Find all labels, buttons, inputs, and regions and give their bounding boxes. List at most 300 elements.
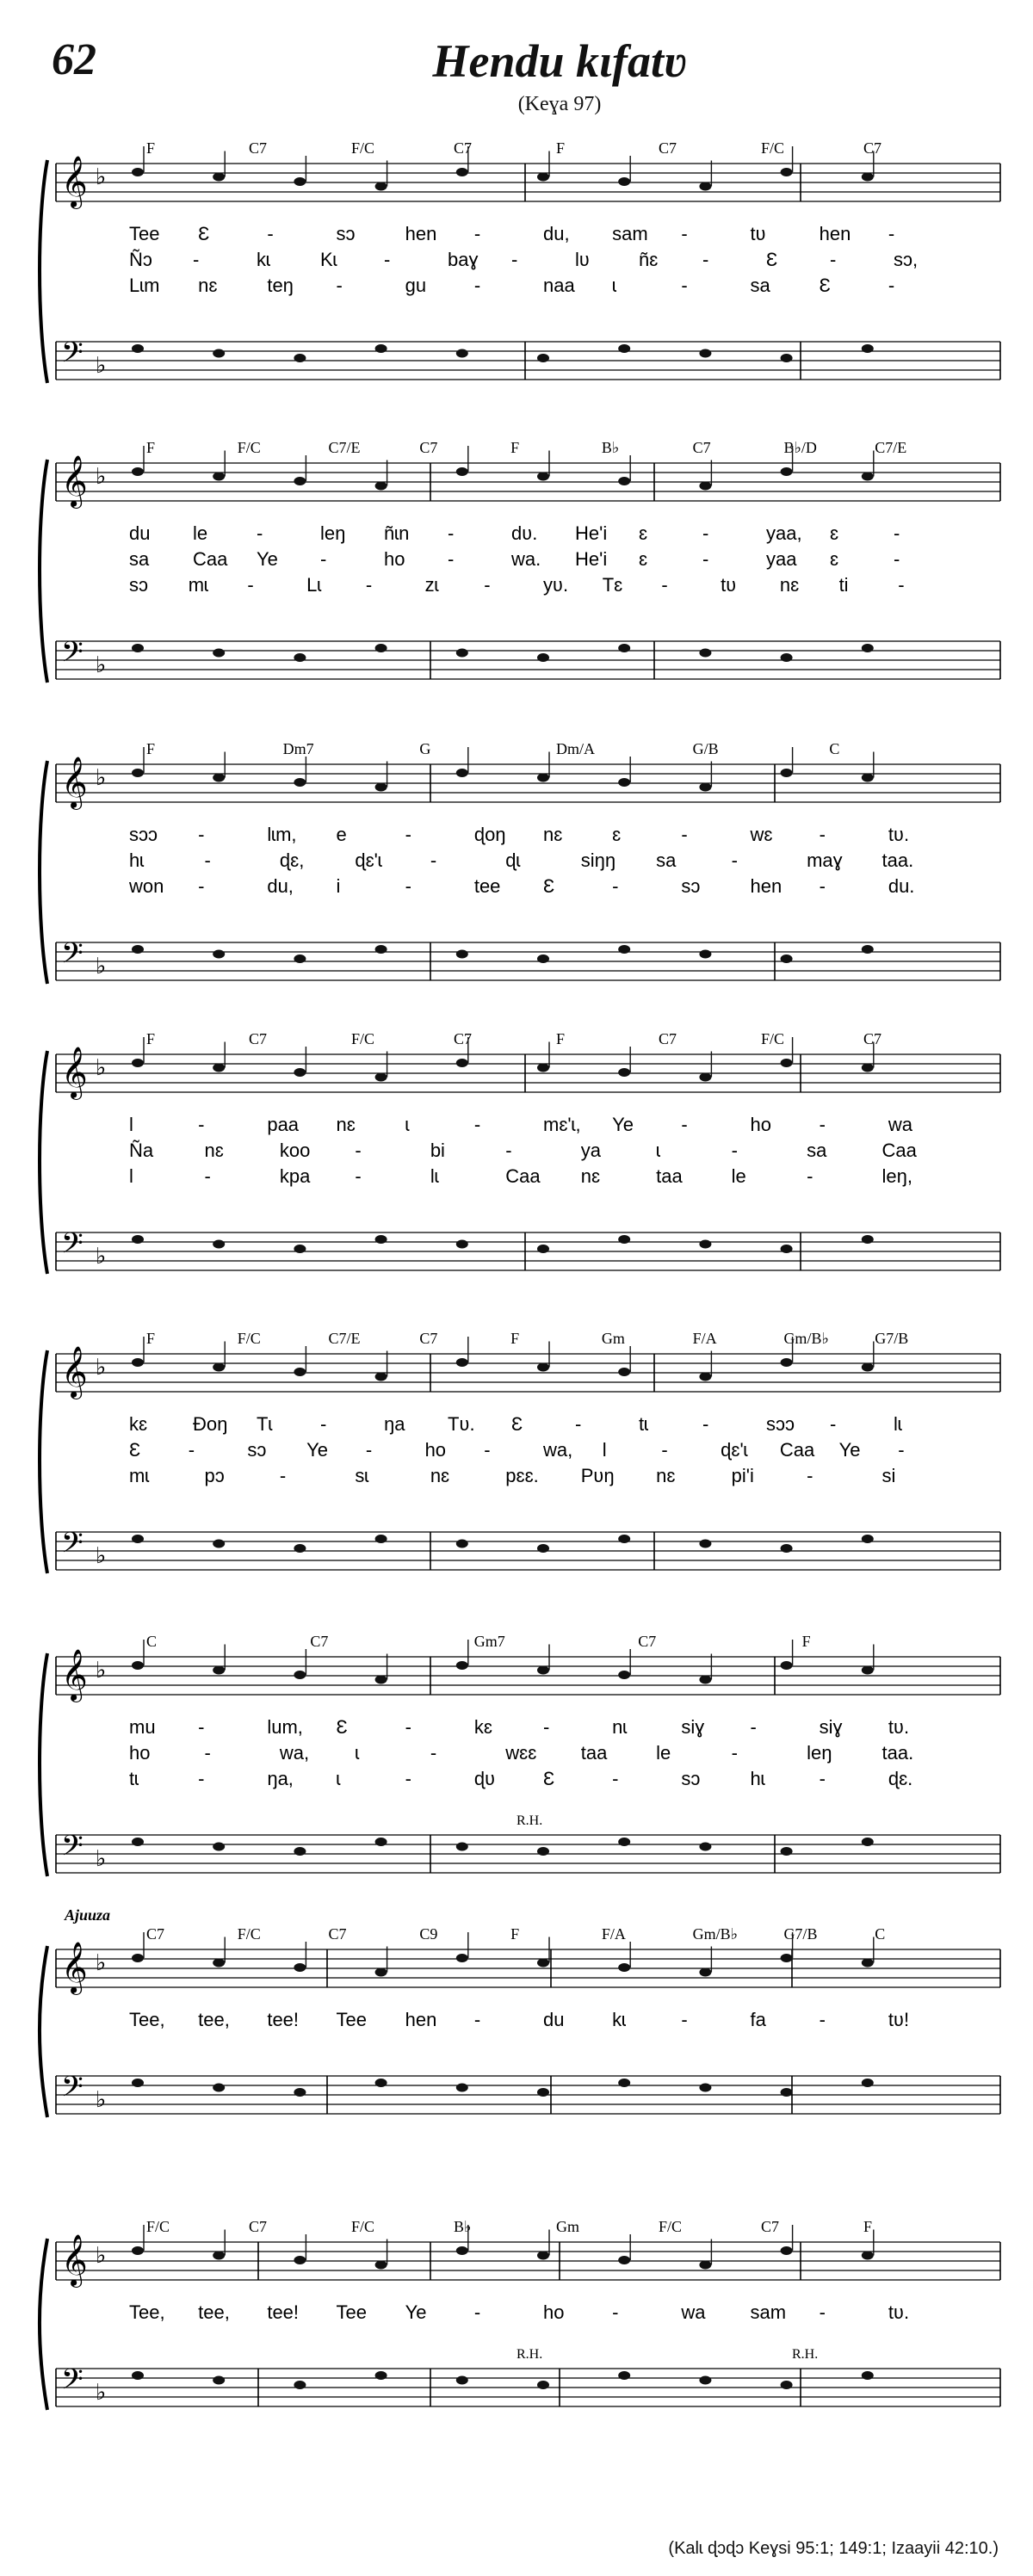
lyric-syllable: - xyxy=(198,1768,205,1789)
right-hand-mark: R.H. xyxy=(516,2347,543,2362)
lyric-syllable: - xyxy=(819,824,826,845)
system-brace xyxy=(40,460,47,683)
lyric-syllable: taa. xyxy=(881,849,914,871)
notehead xyxy=(699,950,711,959)
bass-clef-icon: 𝄢 xyxy=(61,636,84,675)
notehead xyxy=(213,1064,225,1072)
notehead xyxy=(213,2376,225,2385)
notehead xyxy=(618,1963,630,1972)
notehead xyxy=(456,1843,468,1851)
notehead xyxy=(375,1235,387,1244)
lyric-syllable: He'i xyxy=(575,522,608,544)
lyric-syllable: bi xyxy=(430,1140,445,1161)
lyric-syllable: ɛ xyxy=(830,522,839,544)
notehead xyxy=(213,1843,225,1851)
notehead xyxy=(781,2246,793,2255)
lyric-syllable: - xyxy=(505,1140,512,1161)
notehead xyxy=(132,2246,144,2255)
lyric-syllable: Ɛ xyxy=(336,1716,348,1738)
lyric-syllable: - xyxy=(247,574,254,596)
lyric-syllable: - xyxy=(807,1165,813,1187)
chord-symbol: Gm xyxy=(601,1330,625,1347)
notehead xyxy=(294,653,306,662)
lyric-syllable: - xyxy=(681,2009,688,2030)
lyric-syllable: baɣ xyxy=(448,249,479,270)
notehead xyxy=(375,644,387,652)
lyric-syllable: hen xyxy=(405,223,437,244)
lyric-syllable: du, xyxy=(543,223,570,244)
lyric-syllable: ɛ xyxy=(612,824,622,845)
notehead xyxy=(781,1059,793,1067)
treble-clef-icon: 𝄞 xyxy=(61,1048,88,1097)
lyric-syllable: - xyxy=(484,574,491,596)
notehead xyxy=(294,477,306,485)
notehead xyxy=(862,644,874,652)
notehead xyxy=(618,1235,630,1244)
lyric-syllable: - xyxy=(681,223,688,244)
lyric-syllable: - xyxy=(661,574,668,596)
lyric-syllable: - xyxy=(575,1413,582,1435)
lyric-syllable: Ɩ xyxy=(602,1439,607,1461)
lyric-syllable: ɖɛ'ɩ xyxy=(721,1439,748,1461)
chord-symbol: Dm/A xyxy=(556,740,595,757)
lyric-syllable: Ɛ xyxy=(819,275,831,296)
notehead xyxy=(213,473,225,481)
lyric-syllable: lɩm, xyxy=(267,824,297,845)
lyric-syllable: sɔ xyxy=(247,1439,267,1461)
lyric-syllable: tʋ! xyxy=(888,2009,910,2030)
chord-symbol: C7 xyxy=(328,1925,347,1943)
lyric-syllable: ɛ xyxy=(639,548,648,570)
notehead xyxy=(781,1847,793,1856)
notehead xyxy=(781,1358,793,1367)
lyric-syllable: - xyxy=(193,249,200,270)
lyric-syllable: nɛ xyxy=(580,1165,601,1187)
notehead xyxy=(537,1363,549,1372)
lyric-syllable: - xyxy=(405,1716,411,1738)
notehead xyxy=(781,769,793,777)
music-system xyxy=(40,1906,1000,2117)
chord-symbol: F/A xyxy=(601,1925,626,1943)
lyric-syllable: e xyxy=(336,824,347,845)
lyric-syllable: nɛ xyxy=(656,1465,676,1486)
notehead xyxy=(618,644,630,652)
notehead xyxy=(294,1068,306,1077)
lyric-syllable: ɖoŋ xyxy=(473,824,506,845)
lyric-syllable: - xyxy=(484,1439,491,1461)
lyric-syllable: - xyxy=(702,548,709,570)
lyric-syllable: nɛ xyxy=(543,824,563,845)
lyric-syllable: sɔ xyxy=(129,574,148,596)
chord-symbol: F/C xyxy=(351,139,375,157)
music-system xyxy=(40,1030,1000,1274)
notehead xyxy=(781,2381,793,2389)
lyric-syllable: sam xyxy=(750,2301,787,2323)
lyric-syllable: taa xyxy=(580,1742,608,1764)
chord-symbol: F xyxy=(146,740,156,757)
section-label: Ajuuza xyxy=(65,1906,111,1924)
notehead xyxy=(294,1245,306,1253)
lyric-syllable: tʋ. xyxy=(888,1716,910,1738)
notehead xyxy=(213,1959,225,1968)
chord-symbol: C7 xyxy=(454,1030,473,1047)
lyric-syllable: Ɛ xyxy=(543,1768,555,1789)
notehead xyxy=(456,649,468,658)
chord-symbol: Gm xyxy=(556,2218,579,2235)
chord-symbol: F xyxy=(510,439,520,456)
chord-symbol: C xyxy=(146,1633,158,1650)
lyric-syllable: sɔɔ xyxy=(766,1413,795,1435)
notehead xyxy=(537,354,549,362)
treble-clef-icon: 𝄞 xyxy=(61,1651,88,1700)
notehead xyxy=(781,354,793,362)
lyric-syllable: ɖɛ'ɩ xyxy=(355,849,382,871)
lyric-syllable: koo xyxy=(279,1140,311,1161)
lyric-syllable: du xyxy=(543,2009,565,2030)
lyric-syllable: ɩ xyxy=(355,1742,360,1764)
lyric-syllable: naa xyxy=(543,275,575,296)
chord-symbol: C xyxy=(829,740,840,757)
lyric-syllable: nɛ xyxy=(430,1465,450,1486)
lyric-syllable: nɛ xyxy=(198,275,218,296)
lyric-syllable: kɛ xyxy=(473,1716,492,1738)
lyric-syllable: pɛɛ. xyxy=(505,1465,539,1486)
lyric-syllable: - xyxy=(204,849,211,871)
key-signature-flat-icon: ♭ xyxy=(96,1950,107,1975)
lyric-syllable: leŋ, xyxy=(881,1165,913,1187)
bass-clef-icon: 𝄢 xyxy=(61,1527,84,1566)
lyric-syllable: Caa xyxy=(881,1140,917,1161)
lyric-syllable: ɩ xyxy=(612,275,617,296)
lyric-syllable: - xyxy=(702,249,709,270)
lyric-syllable: taa. xyxy=(881,1742,914,1764)
lyric-syllable: Tee xyxy=(336,2009,367,2030)
lyric-syllable: - xyxy=(894,522,900,544)
lyric-syllable: sɩ xyxy=(355,1465,369,1486)
notehead xyxy=(213,173,225,182)
right-hand-mark: R.H. xyxy=(792,2347,819,2362)
notehead xyxy=(781,1245,793,1253)
notehead xyxy=(375,1676,387,1684)
lyric-syllable: hen xyxy=(750,875,782,897)
key-signature-flat-icon: ♭ xyxy=(96,353,107,378)
lyric-syllable: lɩ xyxy=(894,1413,902,1435)
right-hand-mark: R.H. xyxy=(516,1813,543,1828)
lyric-syllable: - xyxy=(473,275,481,296)
scripture-reference: (Kalɩ ɖɔɖɔ Keɣsi 95:1; 149:1; Izaayii 42:10.) xyxy=(668,2539,999,2558)
key-signature-flat-icon: ♭ xyxy=(96,1658,107,1683)
chord-symbol: Gm/B♭ xyxy=(783,1330,829,1347)
notehead xyxy=(456,2084,468,2092)
chord-symbol: F xyxy=(556,1030,566,1047)
notehead xyxy=(537,1847,549,1856)
notehead xyxy=(456,950,468,959)
lyric-syllable: - xyxy=(819,1768,826,1789)
lyric-syllable: - xyxy=(750,1716,757,1738)
notehead xyxy=(213,950,225,959)
hymn-title: Hendu kɩfatʋ xyxy=(432,35,687,87)
lyric-syllable: le xyxy=(193,522,208,544)
key-signature-flat-icon: ♭ xyxy=(96,652,107,677)
lyric-syllable: nɩ xyxy=(612,1716,628,1738)
notehead xyxy=(618,177,630,186)
lyric-syllable: pɔ xyxy=(204,1465,225,1486)
key-signature-flat-icon: ♭ xyxy=(96,954,107,979)
lyric-syllable: - xyxy=(405,875,411,897)
notehead xyxy=(213,774,225,782)
lyric-syllable: Ɛ xyxy=(766,249,778,270)
chord-symbol: F/C xyxy=(237,1925,261,1943)
lyric-syllable: wa. xyxy=(511,548,541,570)
lyric-syllable: Ɖoŋ xyxy=(193,1413,228,1435)
notehead xyxy=(537,1064,549,1072)
lyric-syllable: Ɛ xyxy=(198,223,210,244)
lyric-syllable: Ye xyxy=(838,1439,861,1461)
notehead xyxy=(294,1544,306,1553)
notehead xyxy=(862,2079,874,2087)
chord-symbol: C7 xyxy=(638,1633,657,1650)
notehead xyxy=(456,1358,468,1367)
notehead xyxy=(699,1843,711,1851)
lyric-syllable: - xyxy=(198,875,205,897)
lyric-syllable: hɩ xyxy=(750,1768,765,1789)
notehead xyxy=(213,2084,225,2092)
lyric-syllable: - xyxy=(819,875,826,897)
notehead xyxy=(699,649,711,658)
notehead xyxy=(213,1666,225,1675)
lyric-syllable: Tɩ xyxy=(257,1413,273,1435)
chord-symbol: C9 xyxy=(419,1925,438,1943)
lyric-syllable: sam xyxy=(612,223,648,244)
lyric-syllable: mɩ xyxy=(129,1465,150,1486)
chord-symbol: F/C xyxy=(761,139,785,157)
notehead xyxy=(781,954,793,963)
lyric-syllable: Tee, xyxy=(129,2301,165,2323)
notehead xyxy=(862,344,874,353)
notehead xyxy=(862,945,874,954)
lyric-syllable: - xyxy=(819,1114,826,1135)
lyric-syllable: - xyxy=(336,275,343,296)
lyric-syllable: He'i xyxy=(575,548,608,570)
lyric-syllable: wa xyxy=(681,2301,706,2323)
notehead xyxy=(375,945,387,954)
lyric-syllable: wɛɛ xyxy=(505,1742,537,1764)
lyric-syllable: - xyxy=(320,548,327,570)
notehead xyxy=(862,1959,874,1968)
lyric-syllable: hɩ xyxy=(129,849,145,871)
notehead xyxy=(132,1661,144,1670)
lyric-syllable: Caa xyxy=(193,548,228,570)
bass-clef-icon: 𝄢 xyxy=(61,2363,84,2402)
notehead xyxy=(294,177,306,186)
notehead xyxy=(132,1954,144,1962)
key-signature-flat-icon: ♭ xyxy=(96,1244,107,1269)
lyric-syllable: Tɛ xyxy=(602,574,623,596)
lyric-syllable: sa xyxy=(129,548,150,570)
lyric-syllable: - xyxy=(612,2301,619,2323)
chord-symbol: C7 xyxy=(249,2218,268,2235)
lyric-syllable: - xyxy=(365,1439,373,1461)
lyric-syllable: - xyxy=(702,1413,709,1435)
lyric-syllable: du xyxy=(129,522,151,544)
treble-clef-icon: 𝄞 xyxy=(61,1943,88,1992)
lyric-syllable: taa xyxy=(656,1165,683,1187)
lyric-syllable: siŋŋ xyxy=(580,849,616,871)
lyric-syllable: - xyxy=(204,1165,211,1187)
lyric-syllable: - xyxy=(448,548,455,570)
key-signature-flat-icon: ♭ xyxy=(96,1543,107,1568)
lyric-syllable: Ye xyxy=(612,1114,634,1135)
system-brace xyxy=(40,761,47,984)
lyric-syllable: - xyxy=(365,574,373,596)
lyric-syllable: le xyxy=(731,1165,746,1187)
notehead xyxy=(781,1954,793,1962)
notehead xyxy=(213,1240,225,1249)
notehead xyxy=(294,354,306,362)
chord-symbol: C xyxy=(875,1925,886,1943)
key-signature-flat-icon: ♭ xyxy=(96,164,107,189)
notehead xyxy=(862,2252,874,2260)
notehead xyxy=(781,653,793,662)
notehead xyxy=(294,2088,306,2097)
lyric-syllable: tʋ xyxy=(721,574,737,596)
lyric-syllable: Ye xyxy=(306,1439,329,1461)
notehead xyxy=(375,482,387,491)
lyric-syllable: ŋa xyxy=(384,1413,405,1435)
lyric-syllable: - xyxy=(731,849,738,871)
notehead xyxy=(456,1661,468,1670)
chord-symbol: C7 xyxy=(659,1030,677,1047)
notehead xyxy=(294,2381,306,2389)
lyric-syllable: ti xyxy=(838,574,849,596)
notehead xyxy=(132,344,144,353)
chord-symbol: B♭ xyxy=(601,439,620,456)
lyric-syllable: won xyxy=(129,875,164,897)
lyric-syllable: tʋ. xyxy=(888,2301,910,2323)
lyric-syllable: Ye xyxy=(405,2301,427,2323)
lyric-syllable: ɛ xyxy=(639,522,648,544)
notehead xyxy=(213,349,225,358)
notehead xyxy=(618,778,630,787)
notehead xyxy=(699,2376,711,2385)
chord-symbol: C7 xyxy=(692,439,711,456)
hymn-subtitle: (Keɣa 97) xyxy=(517,93,602,115)
key-signature-flat-icon: ♭ xyxy=(96,1846,107,1871)
lyric-syllable: - xyxy=(198,1716,205,1738)
lyric-syllable: ho xyxy=(543,2301,565,2323)
lyric-syllable: sa xyxy=(656,849,677,871)
chord-symbol: C7 xyxy=(863,139,882,157)
lyric-syllable: Lɩm xyxy=(129,275,160,296)
notehead xyxy=(294,1671,306,1679)
lyric-syllable: Tee xyxy=(129,223,160,244)
system-brace xyxy=(40,160,47,383)
lyric-syllable: siɣ xyxy=(819,1716,843,1738)
treble-clef-icon: 𝄞 xyxy=(61,158,88,207)
lyric-syllable: - xyxy=(731,1742,738,1764)
lyric-syllable: kɩ xyxy=(257,249,270,270)
lyric-syllable: - xyxy=(612,1768,619,1789)
chord-symbol: F/C xyxy=(761,1030,785,1047)
notehead xyxy=(132,2371,144,2380)
lyric-syllable: sɔɔ xyxy=(129,824,158,845)
lyric-syllable: mu xyxy=(129,1716,156,1738)
lyric-syllable: yaa xyxy=(766,548,797,570)
notehead xyxy=(618,1671,630,1679)
chord-symbol: C7/E xyxy=(328,1330,361,1347)
music-system xyxy=(40,439,1000,683)
notehead xyxy=(375,2261,387,2270)
chord-symbol: F/C xyxy=(659,2218,683,2235)
chord-symbol: C7/E xyxy=(875,439,907,456)
notehead xyxy=(132,168,144,176)
music-system xyxy=(40,139,1000,383)
music-system xyxy=(40,1633,1000,1876)
chord-symbol: Dm7 xyxy=(282,740,314,757)
lyric-syllable: si xyxy=(881,1465,896,1486)
notehead xyxy=(537,954,549,963)
notehead xyxy=(375,2371,387,2380)
lyric-syllable: - xyxy=(279,1465,287,1486)
notehead xyxy=(537,1245,549,1253)
chord-symbol: F/C xyxy=(146,2218,170,2235)
lyric-syllable: maɣ xyxy=(807,849,843,871)
lyric-syllable: i xyxy=(336,875,341,897)
lyric-syllable: teŋ xyxy=(267,275,294,296)
notehead xyxy=(375,1838,387,1846)
bass-clef-icon: 𝄢 xyxy=(61,937,84,976)
lyric-syllable: Ɛ xyxy=(511,1413,523,1435)
lyric-syllable: - xyxy=(405,1768,411,1789)
notehead xyxy=(456,769,468,777)
chord-symbol: C7 xyxy=(863,1030,882,1047)
lyric-syllable: - xyxy=(355,1165,362,1187)
lyric-syllable: - xyxy=(198,1114,205,1135)
lyric-syllable: ɩ xyxy=(656,1140,661,1161)
chord-symbol: F xyxy=(510,1925,520,1943)
lyric-syllable: hen xyxy=(405,2009,437,2030)
lyric-syllable: Ña xyxy=(129,1140,154,1161)
lyric-syllable: le xyxy=(656,1742,671,1764)
notehead xyxy=(132,769,144,777)
lyric-syllable: Caa xyxy=(779,1439,815,1461)
chord-symbol: F/A xyxy=(692,1330,717,1347)
lyric-syllable: sa xyxy=(807,1140,827,1161)
lyric-syllable: siɣ xyxy=(681,1716,705,1738)
notehead xyxy=(294,1368,306,1376)
lyric-syllable: - xyxy=(384,249,391,270)
lyric-syllable: sɔ, xyxy=(894,249,919,270)
notehead xyxy=(294,778,306,787)
notehead xyxy=(862,2371,874,2380)
lyric-syllable: Ɩ xyxy=(129,1165,133,1187)
lyric-syllable: - xyxy=(898,1439,905,1461)
lyric-syllable: mɛ'ɩ, xyxy=(543,1114,581,1135)
lyric-syllable: - xyxy=(681,1114,688,1135)
lyric-syllable: - xyxy=(894,548,900,570)
lyric-syllable: nɛ xyxy=(336,1114,356,1135)
notehead xyxy=(699,482,711,491)
system-brace xyxy=(40,1946,47,2117)
lyric-syllable: ɖɛ. xyxy=(888,1768,913,1789)
notehead xyxy=(618,1838,630,1846)
lyric-syllable: wa, xyxy=(543,1439,573,1461)
key-signature-flat-icon: ♭ xyxy=(96,2243,107,2268)
lyric-syllable: - xyxy=(807,1465,813,1486)
lyric-syllable: - xyxy=(661,1439,668,1461)
lyric-syllable: lum, xyxy=(267,1716,303,1738)
notehead xyxy=(375,1073,387,1082)
